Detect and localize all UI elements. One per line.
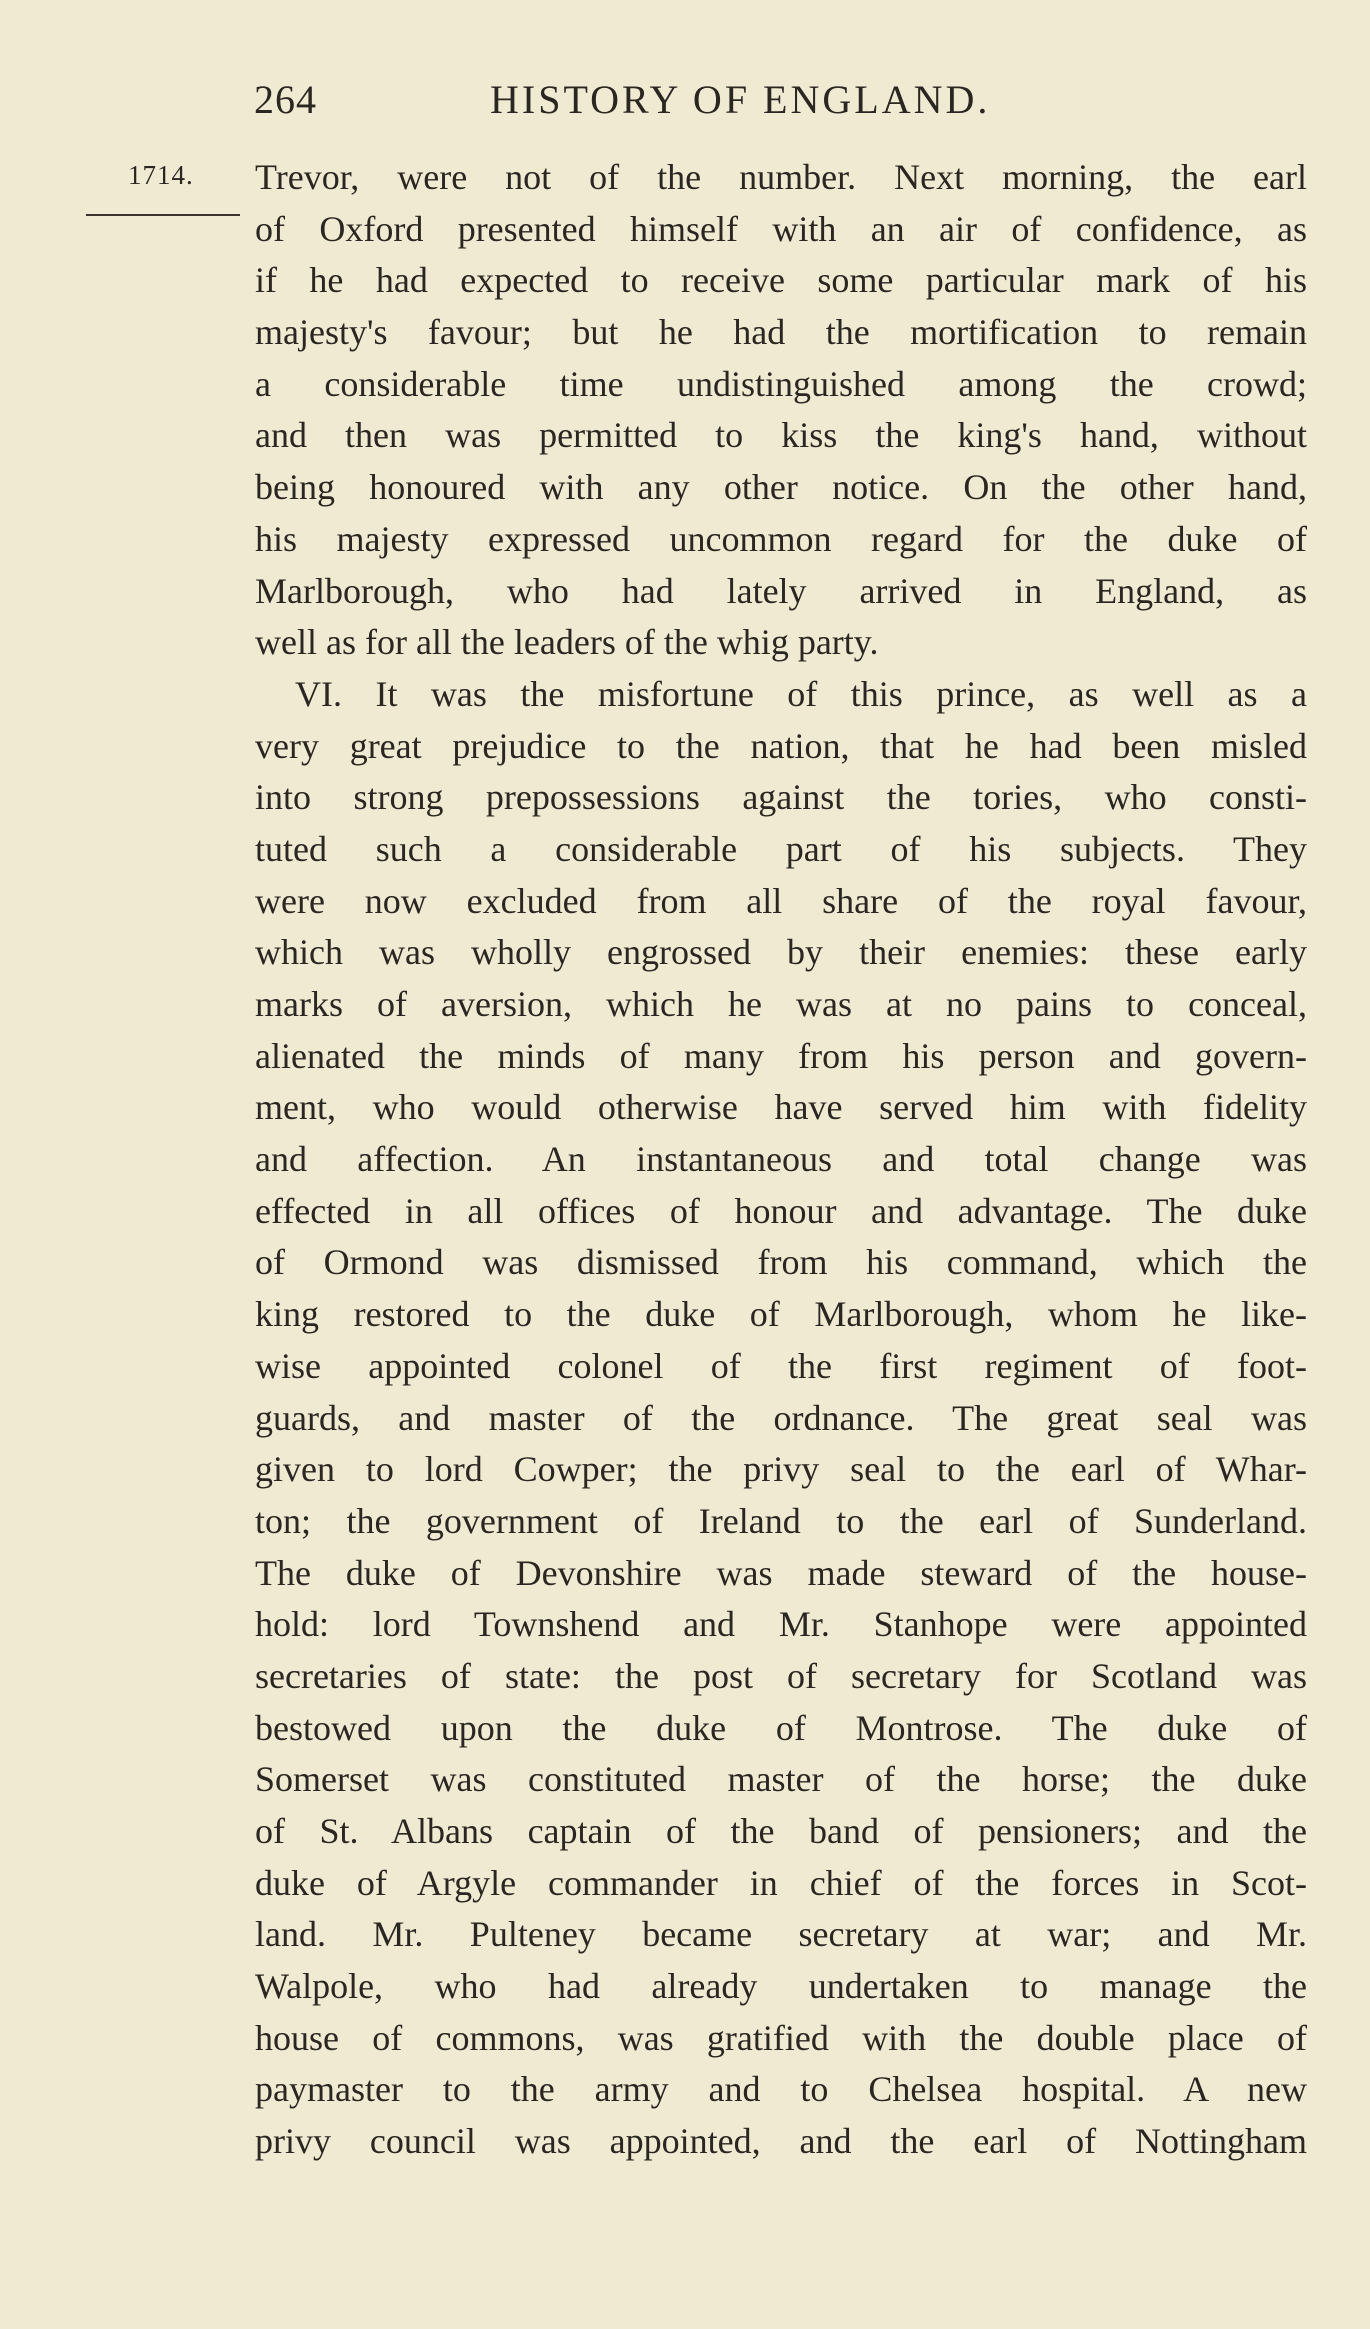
text-line: which was wholly engrossed by their enemies: these early <box>255 932 1307 973</box>
text-line: given to lord Cowper; the privy seal to the earl of Whar- <box>255 1449 1307 1490</box>
text-line: if he had expected to receive some particular mark of his <box>255 260 1307 301</box>
text-line: bestowed upon the duke of Montrose. The duke of <box>255 1707 1307 1748</box>
text-line: Trevor, were not of the number. Next morning, the earl <box>255 157 1307 197</box>
text-line: a considerable time undistinguished among the crowd; <box>255 363 1307 404</box>
text-line: marks of aversion, which he was at no pains to conceal, <box>255 984 1307 1024</box>
text-line: paymaster to the army and to Chelsea hospital. A new <box>255 2069 1307 2110</box>
section-start-line: VI. It was the misfortune of this prince, as well as a <box>295 673 1307 714</box>
margin-rule-divider <box>86 214 240 216</box>
text-line: guards, and master of the ordnance. The great seal was <box>255 1397 1307 1438</box>
text-line: ton; the government of Ireland to the earl of Sunderland. <box>255 1500 1307 1541</box>
text-line: and affection. An instantaneous and total change was <box>255 1139 1307 1180</box>
text-line: and then was permitted to kiss the king's hand, without <box>255 415 1307 456</box>
text-line: wise appointed colonel of the first regiment of foot- <box>255 1345 1307 1386</box>
text-line: into strong prepossessions against the tories, who consti- <box>255 777 1307 818</box>
text-line: majesty's favour; but he had the mortification to remain <box>255 312 1307 353</box>
text-line: ment, who would otherwise have served him with fidelity <box>255 1087 1307 1128</box>
text-line: duke of Argyle commander in chief of the forces in Scot- <box>255 1862 1307 1903</box>
text-line: The duke of Devonshire was made steward of the house- <box>255 1552 1307 1593</box>
text-line: well as for all the leaders of the whig party. <box>255 622 879 663</box>
text-line: secretaries of state: the post of secretary for Scotland was <box>255 1655 1307 1696</box>
text-line: his majesty expressed uncommon regard for the duke of <box>255 518 1307 559</box>
running-head <box>250 68 1330 128</box>
text-line: of Ormond was dismissed from his command, which the <box>255 1242 1307 1283</box>
text-line: Marlborough, who had lately arrived in England, as <box>255 570 1307 611</box>
text-line: being honoured with any other notice. On the other hand, <box>255 467 1307 508</box>
text-line: of St. Albans captain of the band of pensioners; and the <box>255 1811 1307 1851</box>
text-line: tuted such a considerable part of his subjects. They <box>255 828 1307 869</box>
text-line: Somerset was constituted master of the horse; the duke <box>255 1759 1307 1800</box>
text-line: very great prejudice to the nation, that he had been misled <box>255 725 1307 766</box>
text-line: of Oxford presented himself with an air of confidence, as <box>255 208 1307 249</box>
running-title: HISTORY OF ENGLAND. <box>490 77 991 122</box>
page-number: 264 <box>254 77 317 122</box>
text-line: were now excluded from all share of the royal favour, <box>255 880 1307 921</box>
text-line: land. Mr. Pulteney became secretary at war; and Mr. <box>255 1914 1307 1955</box>
text-line: king restored to the duke of Marlborough, whom he like- <box>255 1294 1307 1335</box>
text-line: privy council was appointed, and the earl of Nottingham <box>255 2121 1307 2162</box>
text-line: effected in all offices of honour and advantage. The duke <box>255 1190 1307 1231</box>
body-text <box>255 152 1307 2168</box>
text-line: Walpole, who had already undertaken to manage the <box>255 1966 1307 2007</box>
text-line: alienated the minds of many from his person and govern- <box>255 1035 1307 1076</box>
text-line: hold: lord Townshend and Mr. Stanhope were appointed <box>255 1604 1307 1645</box>
text-line: house of commons, was gratified with the double place of <box>255 2017 1307 2058</box>
margin-year-note: 1714. <box>128 160 194 190</box>
